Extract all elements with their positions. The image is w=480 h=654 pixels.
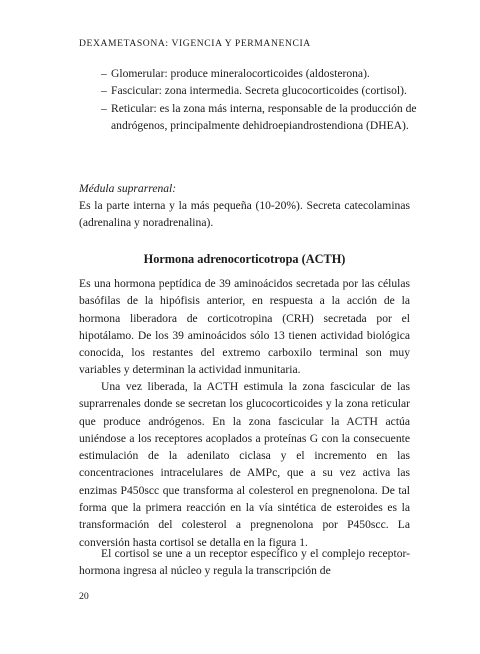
list-dash: – — [101, 101, 107, 115]
list-dash: – — [101, 67, 107, 80]
medula-paragraph: Es la parte interna y la más pequeña (10-20%). Secreta catecolaminas (adrenalina y noradrenalina). — [79, 199, 410, 230]
list-item — [101, 100, 421, 135]
subsection-title: Médula suprarrenal: — [79, 182, 177, 195]
list-item-text: Reticular: es la zona más interna, responsable de la producción de andrógenos, principalmente dehidroepiandrostendiona (DHEA). — [111, 101, 417, 132]
body-paragraph: El cortisol se une a un receptor específico y el complejo receptor-hormona ingresa al núcleo y regula la transcripción de — [79, 547, 410, 578]
section-heading: Hormona adrenocorticotropa (ACTH) — [143, 252, 346, 266]
adrenal-zones-list — [101, 65, 421, 134]
list-item — [101, 65, 421, 82]
list-item-text: Glomerular: produce mineralocorticoides (aldosterona). — [111, 67, 370, 80]
page-number: 20 — [79, 591, 89, 602]
list-item-text: Fascicular: zona intermedia. Secreta glucocorticoides (cortisol). — [111, 84, 407, 98]
list-dash: – — [101, 84, 107, 98]
body-paragraph: Es una hormona peptídica de 39 aminoácidos secretada por las células basófilas de la hipófisis anterior, en respuesta a la acción de la hormona liberadora de corticotropina (CRH) secretada por el hipotálamo. De los 39 aminoácidos sólo 13 tienen actividad biológica conocida, los restantes del extremo carboxilo terminal son muy variables y determinan la actividad inmunitaria. — [79, 277, 410, 377]
list-item — [101, 82, 421, 99]
running-head: DEXAMETASONA: VIGENCIA Y PERMANENCIA — [79, 38, 311, 49]
body-paragraph: Una vez liberada, la ACTH estimula la zona fascicular de las suprarrenales donde se secretan los glucocorticoides y la zona reticular que produce andrógenos. En la zona fascicular la ACTH actúa uniéndose a los receptores acoplados a proteínas G con la consecuente estimulación de la adenilato ciclasa y el incremento en las concentraciones intracelulares de AMPc, que a su vez activa las enzimas P450scc que transforma al colesterol en pregnenolona. De tal forma que la primera reacción en la vía sintética de esteroides es la transformación del colesterol a pregnenolona por P450scc. La conversión hasta cortisol se detalla en la figura 1. — [79, 380, 410, 549]
